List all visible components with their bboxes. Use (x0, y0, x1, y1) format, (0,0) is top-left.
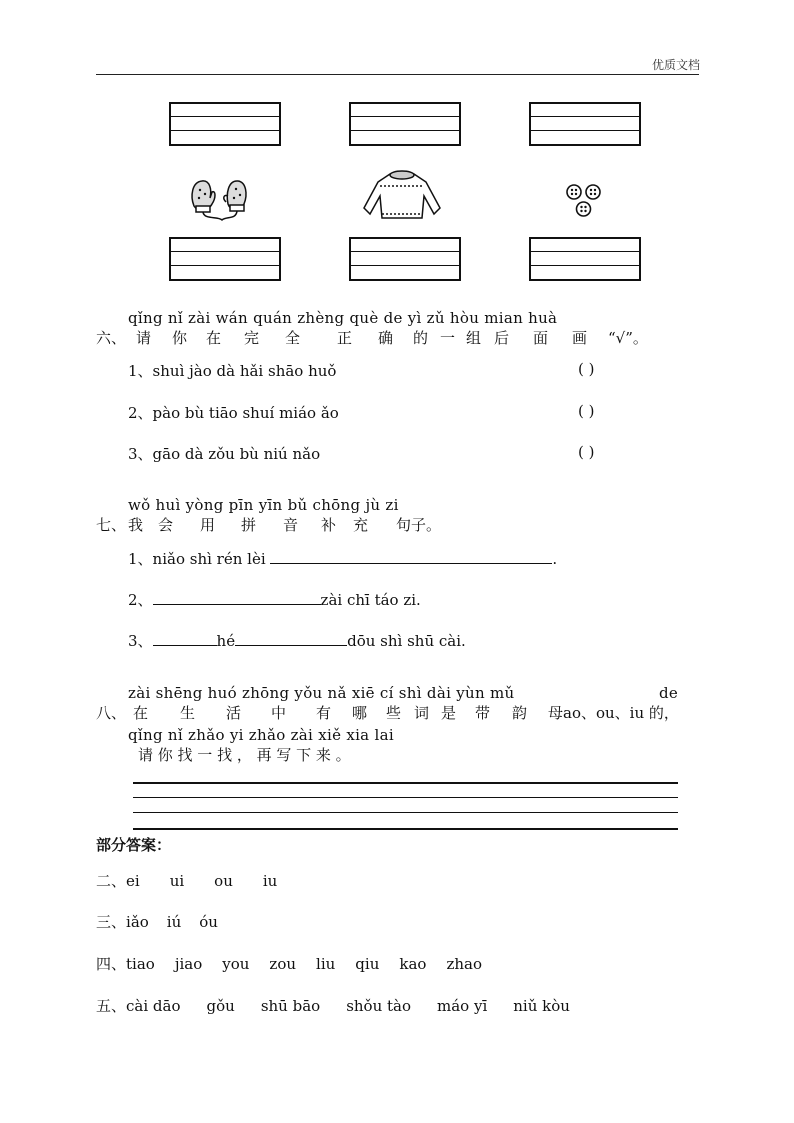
choice-item: 1、shuì jào dà hǎi shāo huǒ (128, 362, 337, 380)
section8-pinyin-1: zài shēng huó zhōng yǒu nǎ xiē cí shì dài yùn mǔ (128, 684, 515, 702)
answer-line[interactable] (133, 828, 678, 830)
answer-word: ou (214, 872, 233, 890)
section8-line-2: 请 你 找 一 找 ， 再 写 下 来 。 (138, 746, 351, 764)
title-char: 确 (378, 329, 394, 347)
header-label: 优质文档 (651, 58, 700, 72)
sentence-text: 2、 (128, 591, 153, 609)
answer-num: 五、 (96, 997, 127, 1015)
sweater-icon (360, 168, 444, 224)
section6-pinyin: qǐng nǐ zài wán quán zhèng què de yì zǔ hòu mian huà (128, 309, 558, 327)
answer-word: máo yī (437, 997, 488, 1015)
title-char: 一 (440, 329, 456, 347)
mittens-icon (188, 176, 252, 224)
answer-line[interactable] (133, 812, 678, 813)
answers-title: 部分答案： (96, 837, 172, 854)
answer-num: 三、 (96, 913, 127, 931)
choice-item: 2、pào bù tiāo shuí miáo ǎo (128, 404, 339, 422)
answer-line[interactable] (133, 797, 678, 798)
title-char: 我 (128, 516, 144, 534)
section7-number: 七、 (96, 516, 127, 534)
answer-word: kao (399, 955, 427, 973)
answer-word: iǎo (126, 913, 149, 931)
writing-box[interactable] (169, 237, 281, 281)
buttons-icon (564, 182, 604, 220)
sentence-end: . (552, 550, 558, 568)
title-char: 正 (337, 329, 353, 347)
sentence-text: zài chī táo zi. (320, 591, 421, 609)
title-char: 些 (386, 704, 402, 722)
title-char: 你 (172, 329, 188, 347)
answer-paren[interactable]: ( ) (578, 360, 595, 378)
answer-line[interactable] (133, 782, 678, 784)
fill-blank[interactable] (270, 549, 552, 564)
answer-word: ui (169, 872, 185, 890)
answer-word: tiao (126, 955, 155, 973)
title-tail: 母ao、ou、iu 的， (548, 704, 679, 722)
answer-word: ei (126, 872, 140, 890)
answer-word: qiu (355, 955, 380, 973)
title-char: 画 (572, 329, 588, 347)
answer-word: cài dāo (126, 997, 181, 1015)
answer-row (96, 911, 218, 932)
title-char: 词 (414, 704, 430, 722)
fill-blank[interactable] (235, 631, 347, 646)
sentence-text: hé (216, 632, 236, 650)
section8-pinyin-2: qǐng nǐ zhǎo yi zhǎo zài xiě xia lai (128, 726, 394, 744)
sentence-1 (128, 548, 557, 569)
answer-paren[interactable]: ( ) (578, 443, 595, 461)
title-char: 全 (285, 329, 301, 347)
answer-word: gǒu (206, 997, 235, 1015)
title-char: 是 (441, 704, 457, 722)
title-char: 中 (271, 704, 287, 722)
title-char: 在 (133, 704, 149, 722)
section8-pinyin-de: de (659, 684, 679, 702)
sentence-text: dōu shì shū cài. (347, 632, 466, 650)
answer-row (96, 953, 482, 974)
fill-blank[interactable] (153, 631, 217, 646)
title-char: 组 (466, 329, 482, 347)
section6-number: 六、 (96, 329, 127, 347)
answer-word: jiao (174, 955, 203, 973)
fill-blank[interactable] (153, 590, 321, 605)
sentence-text: 1、niǎo shì rén lèi (128, 550, 271, 568)
title-char: 后 (494, 329, 510, 347)
title-char: 用 (200, 516, 216, 534)
title-char: 哪 (352, 704, 368, 722)
title-char: 拼 (241, 516, 257, 534)
answer-word: zhao (446, 955, 482, 973)
answer-row (96, 995, 570, 1016)
answer-word: zou (269, 955, 297, 973)
title-char: 的 (413, 329, 429, 347)
title-char: 充 (353, 516, 369, 534)
answer-word: shū bāo (260, 997, 321, 1015)
title-char: 句子。 (396, 516, 442, 534)
writing-box[interactable] (349, 237, 461, 281)
answer-word: you (222, 955, 250, 973)
answer-word: óu (199, 913, 218, 931)
title-char: 请 (136, 329, 152, 347)
title-char: 音 (283, 516, 299, 534)
title-char: 在 (206, 329, 222, 347)
answer-word: iu (262, 872, 278, 890)
choice-item: 3、gāo dà zǒu bù niú nǎo (128, 445, 321, 463)
title-char: 有 (316, 704, 332, 722)
title-char: 完 (244, 329, 260, 347)
writing-box[interactable] (349, 102, 461, 146)
answer-num: 四、 (96, 955, 127, 973)
answer-num: 二、 (96, 872, 127, 890)
sentence-text: 3、 (128, 632, 153, 650)
check-mark-label: “√”。 (608, 329, 648, 347)
answer-word: niǔ kòu (513, 997, 570, 1015)
title-char: 韵 (512, 704, 528, 722)
answer-row (96, 870, 277, 891)
sentence-2 (128, 589, 421, 610)
answer-paren[interactable]: ( ) (578, 402, 595, 420)
title-char: 面 (533, 329, 549, 347)
answer-word: liu (316, 955, 336, 973)
writing-box[interactable] (529, 102, 641, 146)
answer-word: shǒu tào (346, 997, 412, 1015)
writing-box[interactable] (529, 237, 641, 281)
title-char: 生 (180, 704, 196, 722)
title-char: 带 (475, 704, 491, 722)
section7-pinyin: wǒ huì yòng pīn yīn bǔ chōng jù zi (128, 496, 399, 514)
section8-number: 八、 (96, 704, 127, 722)
sentence-3 (128, 630, 466, 651)
title-char: 活 (226, 704, 242, 722)
writing-box[interactable] (169, 102, 281, 146)
title-char: 会 (158, 516, 174, 534)
answer-word: iú (166, 913, 182, 931)
title-char: 补 (321, 516, 337, 534)
header-rule (96, 74, 699, 75)
